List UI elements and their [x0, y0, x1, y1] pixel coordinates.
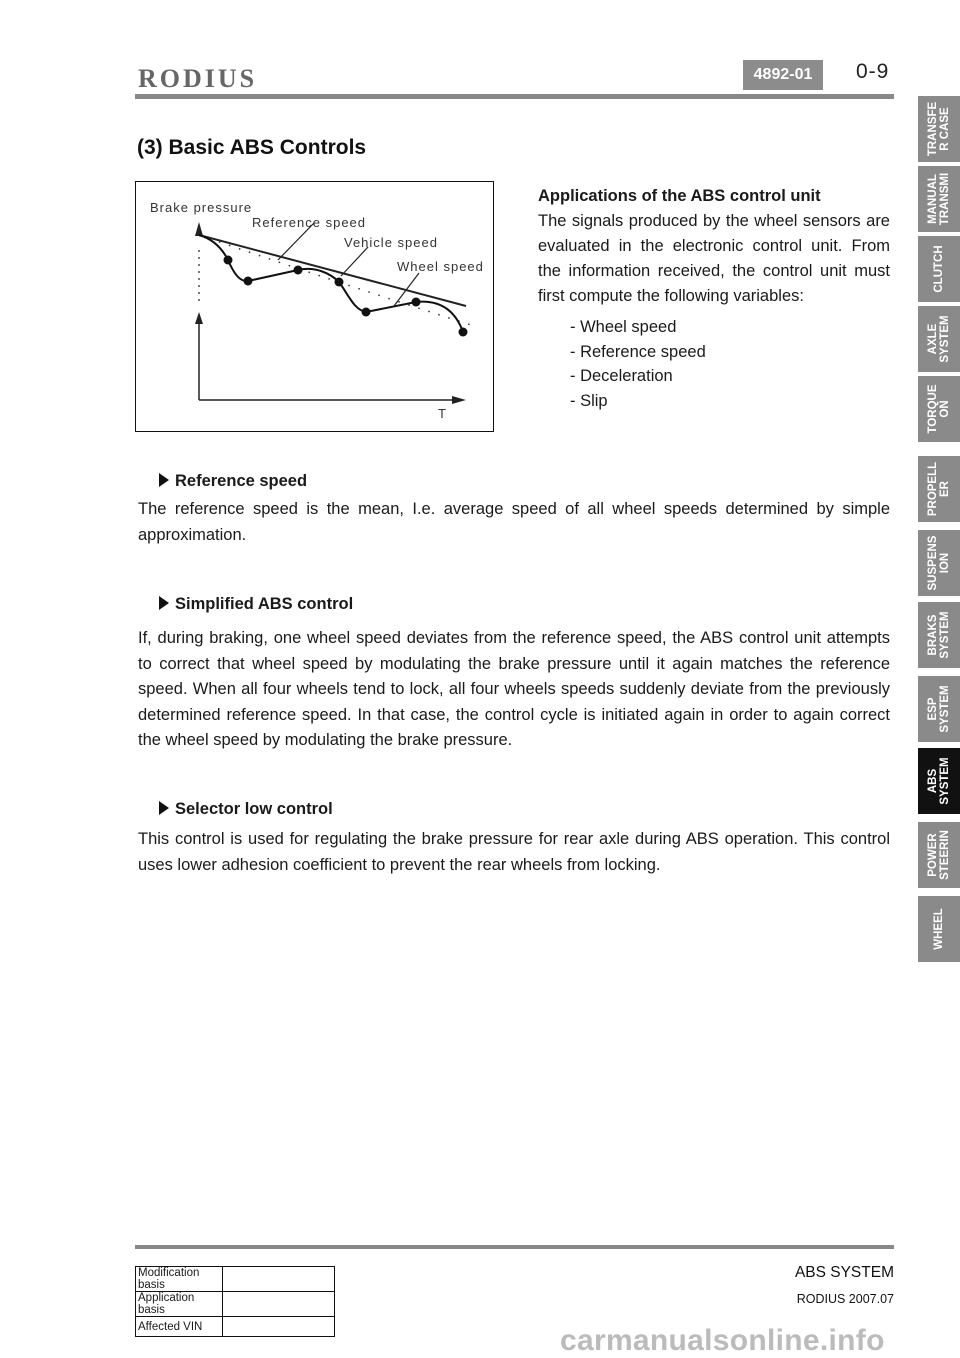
- tab-manual-transmission[interactable]: MANUAL TRANSMI: [918, 166, 960, 232]
- label-brake-pressure: Brake pressure: [150, 200, 253, 215]
- document-code-badge: 4892-01: [743, 60, 823, 90]
- footer-edition: RODIUS 2007.07: [796, 1292, 894, 1306]
- table-row: [136, 1292, 335, 1317]
- table-cell-label: Modification basis: [136, 1267, 223, 1292]
- label-time-axis: T: [438, 406, 446, 421]
- table-row: [136, 1317, 335, 1337]
- tab-suspension[interactable]: SUSPENS ION: [918, 530, 960, 596]
- y-axis-arrow: [195, 312, 203, 324]
- tab-propeller[interactable]: PROPELL ER: [918, 456, 960, 522]
- tab-abs-system[interactable]: ABS SYSTEM: [918, 748, 960, 814]
- page-number: 0-9: [856, 60, 890, 83]
- diagram-canvas: [136, 182, 495, 433]
- simplified-abs-text: If, during braking, one wheel speed deviates from the reference speed, the ABS control unit attempts to correct that wheel speed by modulating the brake pressure until it again matches the reference speed. When all four wheels tend to lock, all four wheels speeds suddenly deviate from the previously determined reference speed. In that case, the control cycle is initiated again in order to again correct the wheel speed by modulating the brake pressure.: [138, 629, 890, 749]
- table-cell-value: [223, 1317, 335, 1337]
- applications-description: The signals produced by the wheel sensors are evaluated in the electronic control unit. From the information received, the control unit must first compute the following variables:: [538, 212, 890, 305]
- abs-speed-diagram: [135, 181, 494, 432]
- applications-block: [538, 184, 890, 413]
- simplified-abs-heading: Simplified ABS control: [159, 595, 353, 614]
- selector-low-text: This control is used for regulating the brake pressure for rear axle during ABS operation. This control uses lower adhesion coefficient to prevent the rear wheels from locking.: [138, 830, 890, 874]
- table-cell-label: Affected VIN: [136, 1317, 223, 1337]
- footer-divider: [135, 1245, 894, 1249]
- list-item: - Wheel speed: [570, 318, 677, 336]
- tab-esp-system[interactable]: ESP SYSTEM: [918, 676, 960, 742]
- brand-logo: RODIUS: [138, 64, 258, 93]
- footer-section-title: ABS SYSTEM: [794, 1264, 894, 1281]
- triangle-bullet-icon: [159, 801, 169, 815]
- label-vehicle-speed: Vehicle speed: [344, 235, 438, 250]
- wheel-speed-point: [412, 298, 421, 307]
- list-item: - Slip: [570, 391, 608, 410]
- wheel-speed-point: [362, 308, 371, 317]
- wheel-speed-point: [335, 278, 344, 287]
- label-reference-speed: Reference speed: [252, 215, 367, 230]
- tab-wheel[interactable]: WHEEL: [918, 896, 960, 962]
- list-item: - Deceleration: [570, 367, 673, 385]
- applications-heading: Applications of the ABS control unit: [538, 187, 821, 205]
- table-cell-value: [223, 1292, 335, 1317]
- tab-torque-on[interactable]: TORQUE ON: [918, 376, 960, 442]
- table-cell-value: [223, 1267, 335, 1292]
- triangle-bullet-icon: [159, 473, 169, 487]
- vehicle-speed-leader: [341, 247, 368, 276]
- list-item: - Reference speed: [570, 342, 706, 361]
- table-cell-label: Application basis: [136, 1292, 223, 1317]
- triangle-bullet-icon: [159, 596, 169, 610]
- label-wheel-speed: Wheel speed: [397, 259, 484, 274]
- tab-clutch[interactable]: CLUTCH: [918, 236, 960, 302]
- reference-speed-heading: Reference speed: [159, 472, 307, 491]
- reference-speed-text: The reference speed is the mean, I.e. average speed of all wheel speeds determined by simple approximation.: [138, 500, 890, 544]
- x-axis-arrow: [452, 396, 466, 404]
- wheel-speed-point: [459, 328, 468, 337]
- tab-power-steering[interactable]: POWER STEERIN: [918, 822, 960, 888]
- y-axis-arrow-top: [195, 222, 203, 236]
- wheel-speed-point: [294, 266, 303, 275]
- header-divider: [135, 94, 894, 99]
- tab-transfer-case[interactable]: TRANSFE R CASE: [918, 96, 960, 162]
- basis-table: [135, 1266, 335, 1337]
- selector-low-heading: Selector low control: [159, 800, 333, 819]
- wheel-speed-point: [224, 256, 233, 265]
- table-row: [136, 1267, 335, 1292]
- wheel-speed-point: [244, 277, 253, 286]
- tab-axle-system[interactable]: AXLE SYSTEM: [918, 306, 960, 372]
- watermark: carmanualsonline.info: [560, 1324, 885, 1357]
- section-title: (3) Basic ABS Controls: [137, 136, 367, 159]
- variables-list: [570, 315, 890, 413]
- tab-brake-system[interactable]: BRAKS SYSTEM: [918, 602, 960, 668]
